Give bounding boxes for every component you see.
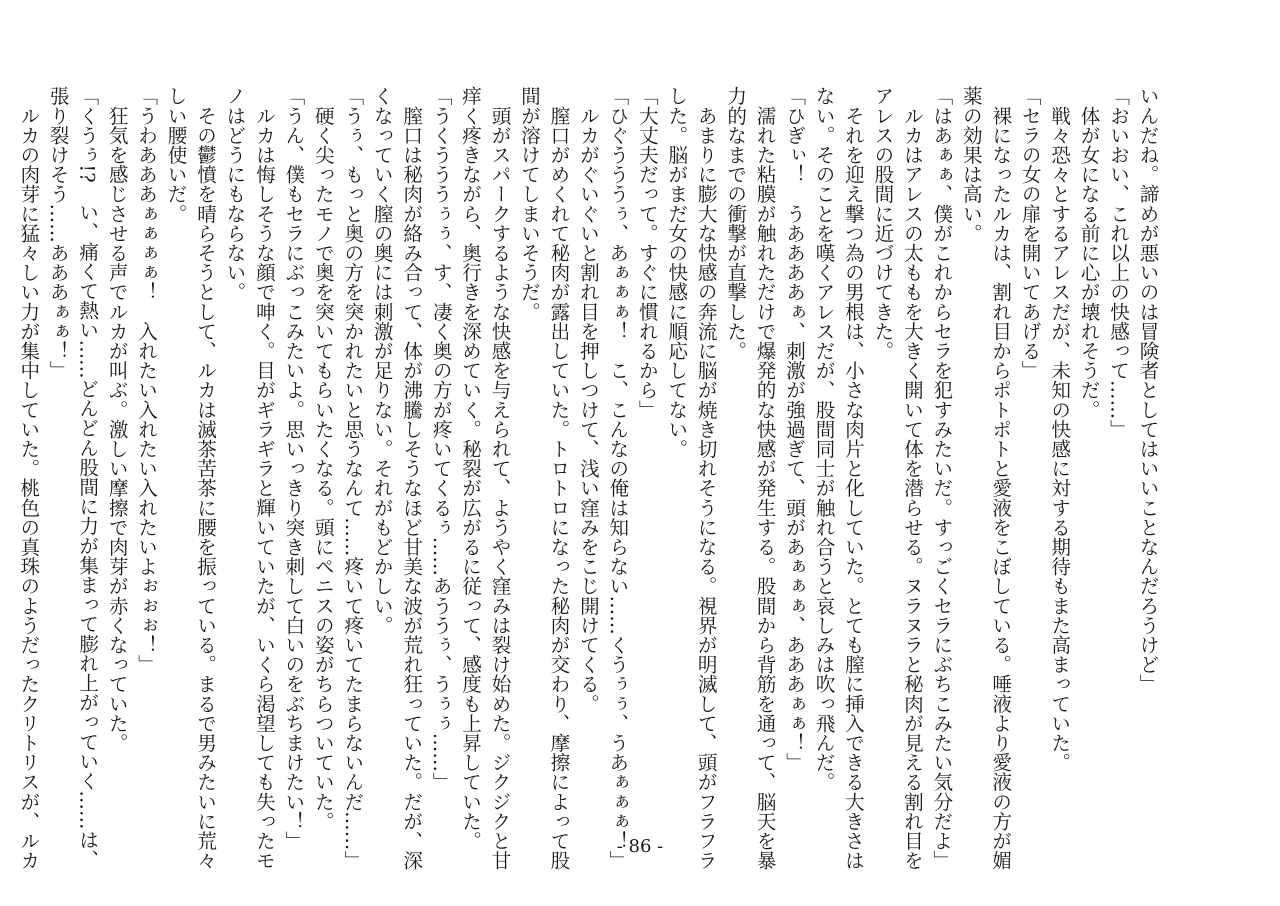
text-line: ルカはアレスの太ももを大きく開いて体を潜らせる。ヌラヌラと秘肉が見える割れ目を [900,86,924,870]
text-line: いんだね。諦めが悪いのは冒険者としてはいいことなんだろうけど」 [1136,86,1159,694]
text-line: 頭がスパークするような快感を与えられて、ようやく窪みは裂け始めた。ジクジクと甘 [488,86,512,870]
text-line: 薬の効果は高い。 [959,86,983,243]
text-line: 張り裂けそう……あああぁぁ！」 [46,86,70,380]
text-line: 「うわあああぁぁぁぁ！ 入れたい入れたい入れたいよぉぉぉ！」 [134,86,158,674]
text-line: ない。そのことを嘆くアレスだが、股間同士が触れ合うと哀しみは吹っ飛んだ。 [812,86,836,792]
text-line: 「うん、僕もセラにぶっこみたいよ。思いっきり突き刺して白いのをぶちまけたい！」 [281,86,305,851]
text-line: ノはどうにもならない。 [222,86,246,302]
text-line: 「おいおい、これ以上の快感って……」 [1106,86,1130,439]
text-line: くなっていく膣の奥には刺激が足りない。それがもどかしい。 [370,86,394,635]
text-line: した。脳がまだ女の快感に順応してない。 [664,86,688,459]
text-line: 「セラの女の扉を開いてあげる」 [1018,86,1042,380]
text-line: 硬く尖ったモノで奥を突いてもらいたくなる。頭にペニスの姿がちらついていた。 [311,86,335,831]
text-line: その鬱憤を晴らそうとして、ルカは滅茶苦茶に腰を振っている。まるで男みたいに荒々 [193,86,217,870]
text-line: 膣口は秘肉が絡み合って、体が沸騰しそうなほど甘美な波が荒れ狂っていた。だが、深 [399,86,423,870]
text-line: 「大丈夫だって。すぐに慣れるから」 [635,86,659,420]
text-line: それを迎え撃つ為の男根は、小さな肉片と化していた。とても膣に挿入できる大きさは [841,86,865,870]
text-line: しい腰使いだ。 [164,86,188,224]
text-line: 膣口がめくれて秘肉が露出していた。トロトロになった秘肉が交わり、摩擦によって股 [546,86,570,870]
text-line: 狂気を感じさせる声でルカが叫ぶ。激しい摩擦で肉芽が赤くなっていた。 [105,86,129,753]
text-line: ルカの肉芽に猛々しい力が集中していた。桃色の真珠のようだったクリトリスが、ルカ [16,86,40,870]
text-line: 体が女になる前に心が壊れそうだ。 [1077,86,1101,420]
text-line: 「くうぅ!? い、痛くて熱い……どんどん股間に力が集まって膨れ上がっていく……は、 [75,86,99,869]
text-line: 痒く疼きながら、奥行きを深めていく。秘裂が広がるに従って、感度も上昇していた。 [458,86,482,851]
text-line: 力的なまでの衝撃が直撃した。 [723,86,747,361]
text-line: 「うぅ、もっと奥の方を突かれたいと思うなんて……疼いて疼いてたまらないんだ……」 [340,86,364,870]
text-line: 戦々恐々とするアレスだが、未知の快感に対する期待もまた高まっていた。 [1047,86,1071,772]
text-line: ルカは悔しそうな顔で呻く。目がギラギラと輝いていたが、いくら渇望しても失ったモ [252,86,276,870]
text-line: 「ひぐうううぅ、あぁぁぁ！ こ、こんなの俺は知らない……くうぅぅ、うあぁぁぁ！」 [605,86,629,870]
text-line: ルカがぐいぐいと割れ目を押しつけて、浅い窪みをこじ開けてくる。 [576,86,600,714]
text-line: 「はあぁぁ、僕がこれからセラを犯すみたいだ。すっごくセラにぶちこみたい気分だよ」 [929,86,953,870]
text-line: 間が溶けてしまいそうだ。 [517,86,541,322]
text-line: 「ひぎぃ！ うああああぁ、刺激が強過ぎて、頭があぁぁぁ、あああぁぁ！」 [782,86,806,772]
page-number: - 86 - [616,836,664,857]
text-line: アレスの股間に近づけてきた。 [870,86,894,361]
text-line: 濡れた粘膜が触れただけで爆発的な快感が発生する。股間から背筋を通って、脳天を暴 [753,86,777,870]
text-line: 「うくうううぅぅ、す、凄く奥の方が疼いてくるぅ……あううぅ、うぅぅ……」 [429,86,453,792]
text-line: 裸になったルカは、割れ目からポトポトと愛液をこぼしている。唾液より愛液の方が媚 [988,86,1012,870]
text-line: あまりに膨大な快感の奔流に脳が焼き切れそうになる。視界が明滅して、頭がフラフラ [694,86,718,870]
